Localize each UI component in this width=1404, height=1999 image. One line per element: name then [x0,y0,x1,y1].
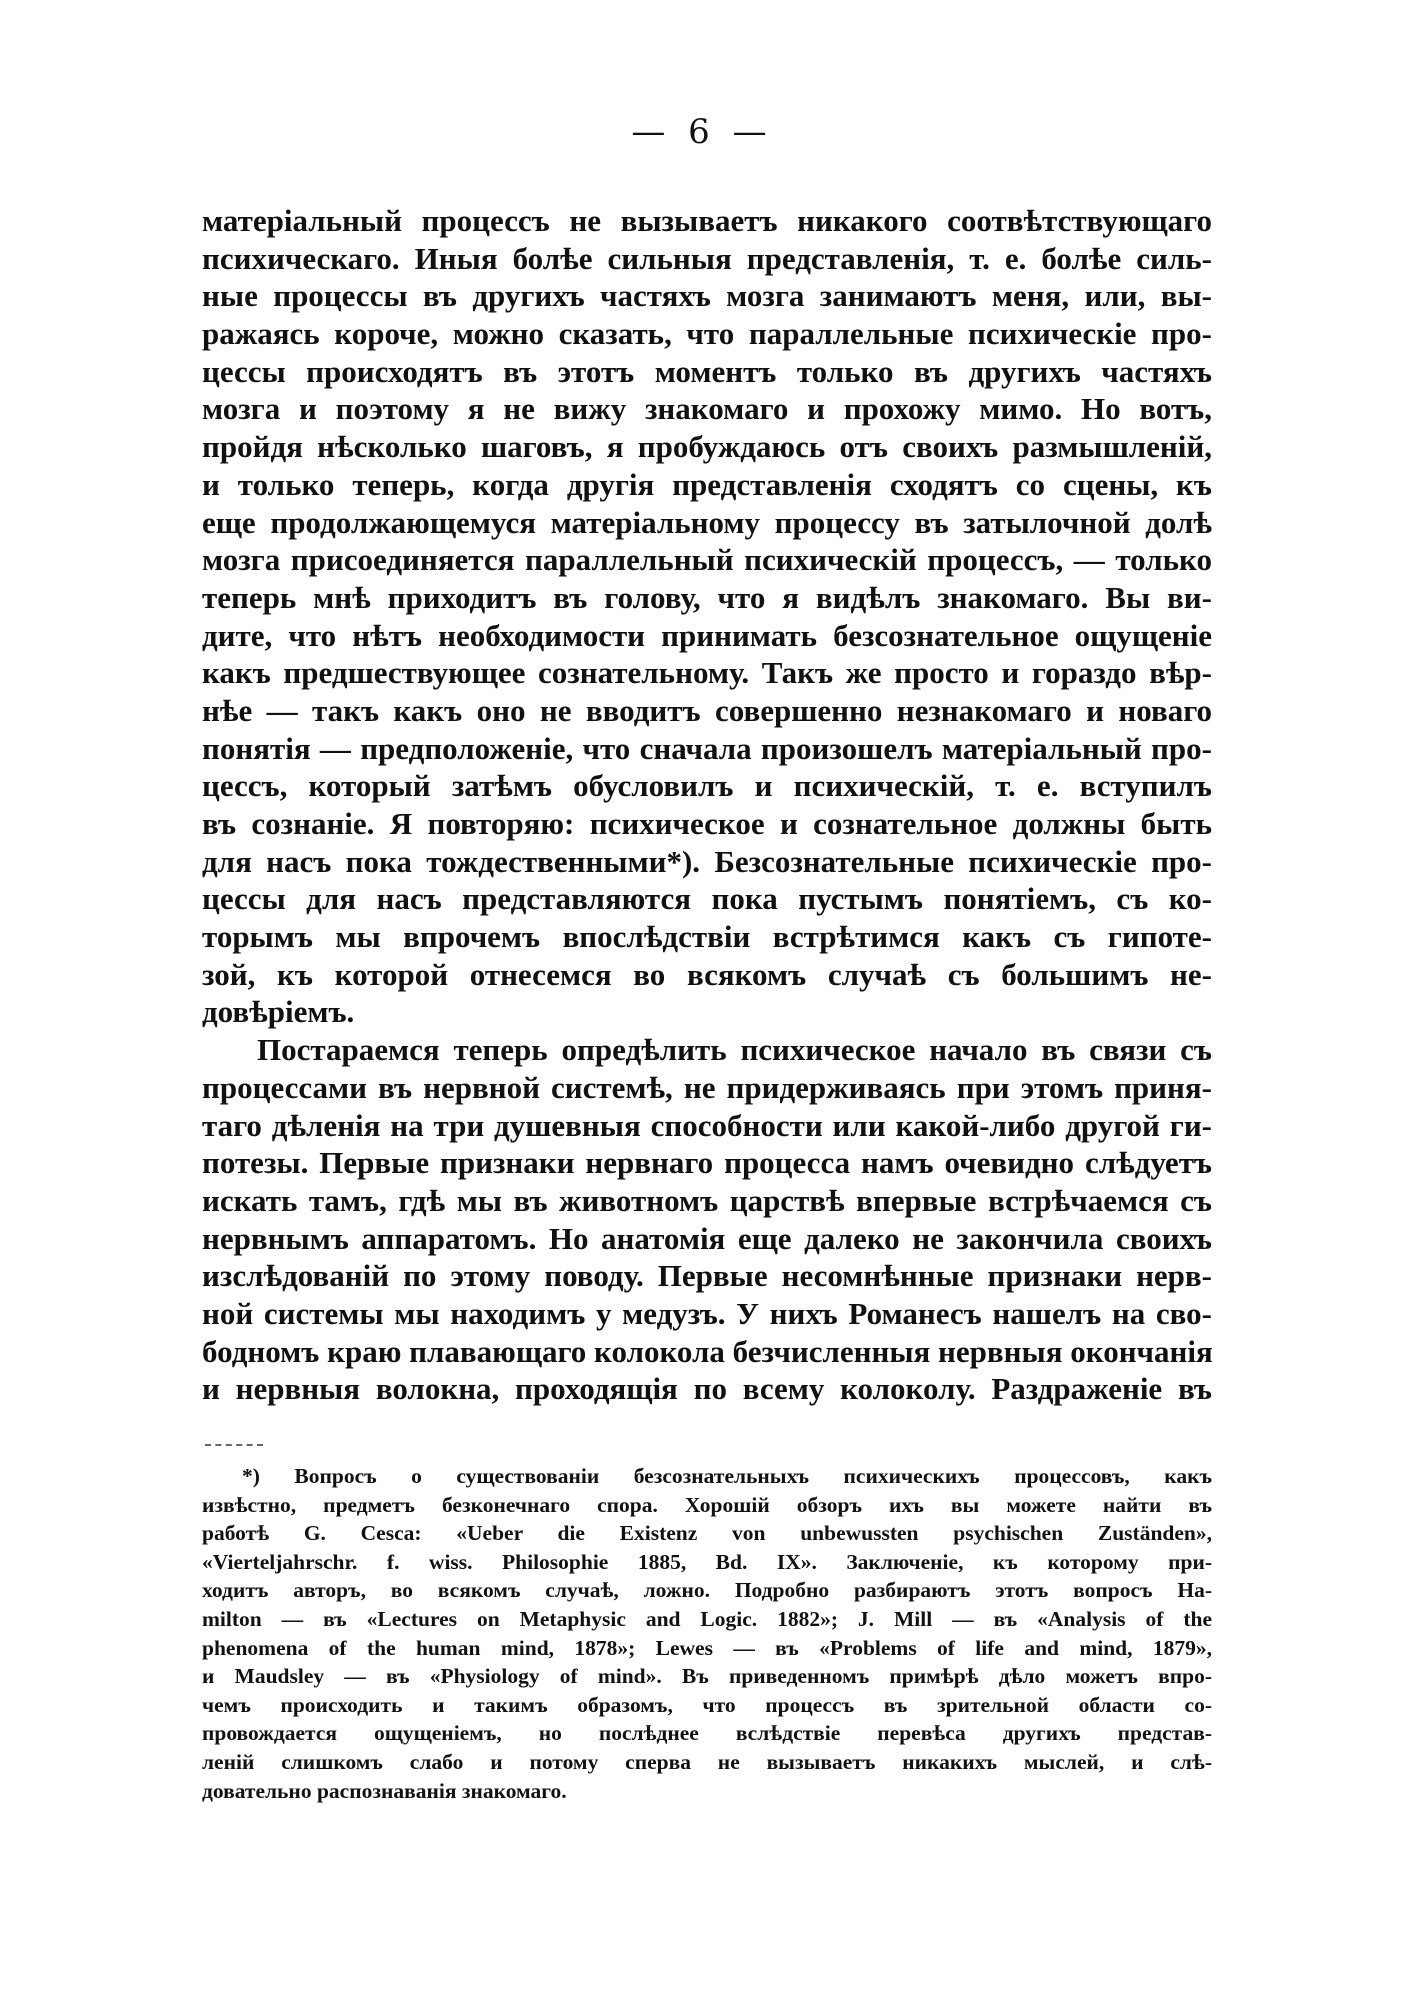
body-line: понятія — предположеніе, что сначала произошелъ матеріальный про- [202,730,1212,766]
body-line: пройдя нѣсколько шаговъ, я пробуждаюсь отъ своихъ размышленій, [202,429,1212,465]
body-line: матеріальный процессъ не вызываетъ никакого соотвѣтствующаго [202,203,1212,238]
footnote-line: провождается ощущеніемъ, но послѣднее вслѣдствіе перевѣса другихъ представ- [202,1721,1212,1746]
body-line: и нервныя волокна, проходящія по всему колоколу. Раздраженіе въ [202,1371,1212,1407]
body-line: потезы. Первые признаки нервнаго процесса намъ очевидно слѣдуетъ [202,1145,1212,1181]
body-line: зой, къ которой отнесемся во всякомъ случаѣ съ большимъ не- [202,956,1212,992]
body-line: мозга присоединяется параллельный психическій процессъ, — только [202,542,1212,578]
body-line: довѣріемъ. [202,994,355,1030]
body-line: искать тамъ, гдѣ мы въ животномъ царствѣ впервые встрѣчаемся съ [202,1182,1212,1218]
body-line: Постараемся теперь опредѣлить психическое начало въ связи съ [257,1032,1212,1068]
body-line: цессы происходятъ въ этотъ моментъ только въ другихъ частяхъ [202,353,1212,389]
body-line: ные процессы въ другихъ частяхъ мозга занимаютъ меня, или, вы- [202,278,1212,314]
body-line: въ сознаніе. Я повторяю: психическое и сознательное должны быть [202,806,1212,841]
footnote-line: phenomena of the human mind, 1878»; Lewes — въ «Problems of life and mind, 1879», [202,1635,1212,1660]
body-line: изслѣдованій по этому поводу. Первые несомнѣнные признаки нерв- [202,1258,1212,1294]
footnote-line: чемъ происходить и такимъ образомъ, что процессъ въ зрительной области со- [202,1692,1212,1717]
footnote-line: работѣ G. Cesca: «Ueber die Existenz von unbewussten psychischen Zuständen», [202,1521,1212,1546]
footnote-line: извѣстно, предметъ безконечнаго спора. Хорошій обзоръ ихъ вы можете найти въ [202,1492,1212,1517]
footnote-line: *) Вопросъ о существованіи безсознательныхъ психическихъ процессовъ, какъ [242,1464,1212,1488]
body-line: мозга и поэтому я не вижу знакомаго и прохожу мимо. Но вотъ, [202,391,1212,427]
body-line: нѣе — такъ какъ оно не вводитъ совершенно незнакомаго и новаго [202,692,1212,728]
footnote-line: «Vierteljahrschr. f. wiss. Philosophie 1885, Bd. IX». Заключеніе, къ которому при- [202,1549,1212,1574]
body-line: психическаго. Иныя болѣе сильныя представленія, т. е. болѣе силь- [202,240,1212,276]
body-line: дите, что нѣтъ необходимости принимать безсознательное ощущеніе [202,617,1212,653]
body-line: теперь мнѣ приходитъ въ голову, что я видѣлъ знакомаго. Вы ви- [202,579,1212,615]
body-line: цессъ, который затѣмъ обусловилъ и психическій, т. е. вступилъ [202,768,1212,804]
body-line: и только теперь, когда другія представленія сходятъ со сцены, къ [202,466,1212,502]
footnote-line: ходитъ авторъ, во всякомъ случаѣ, ложно. Подробно разбираютъ этотъ вопросъ Ha- [202,1578,1212,1603]
body-line: таго дѣленія на три душевныя способности или какой-либо другой ги- [202,1107,1212,1143]
footnote-line: довательно распознаванія знакомаго. [202,1778,567,1803]
body-line: какъ предшествующее сознательному. Такъ же просто и гораздо вѣр- [202,655,1212,691]
body-line: для насъ пока тождественными*). Безсознательные психическіе про- [202,843,1212,879]
body-line: нервнымъ аппаратомъ. Но анатомія еще далеко не закончила своихъ [202,1220,1212,1256]
body-line: ражаясь короче, можно сказать, что параллельные психическіе про- [202,316,1212,352]
body-line: ной системы мы находимъ у медузъ. У нихъ Романесъ нашелъ на сво- [202,1295,1212,1331]
footnote-line: milton — въ «Lectures on Metaphysic and Logic. 1882»; J. Mill — въ «Analysis of the [202,1606,1212,1631]
body-line: цессы для насъ представляются пока пустымъ понятіемъ, съ ко- [202,881,1212,917]
body-line: процессами въ нервной системѣ, не придерживаясь при этомъ приня- [202,1069,1212,1105]
footnote-line: леній слишкомъ слабо и потому сперва не вызываетъ никакихъ мыслей, и слѣ- [202,1749,1212,1774]
footnote-separator [205,1444,263,1446]
body-line: еще продолжающемуся матеріальному процессу въ затылочной долѣ [202,504,1212,540]
body-line: торымъ мы впрочемъ впослѣдствіи встрѣтимся какъ съ гипоте- [202,919,1212,955]
main-text [202,202,1212,1408]
page-number: — 6 — [631,112,773,152]
body-line: бодномъ краю плавающаго колокола безчисленныя нервныя окончанія [202,1333,1213,1369]
footnote [202,1462,1212,1805]
footnote-line: и Maudsley — въ «Physiology of mind». Въ приведенномъ примѣрѣ дѣло можетъ впро- [202,1664,1212,1689]
